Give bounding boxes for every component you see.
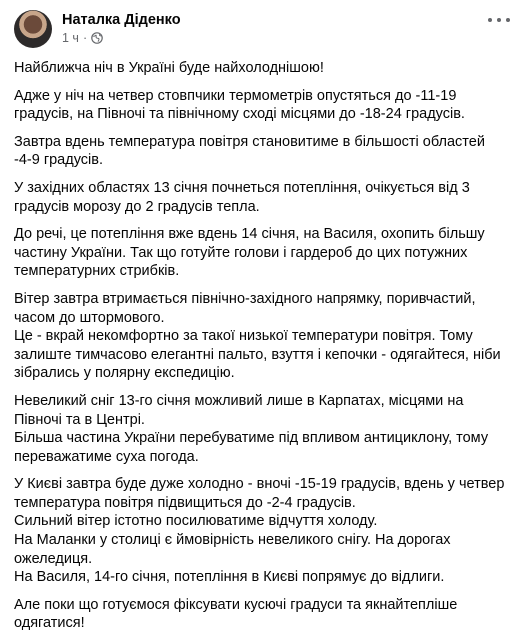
post-subline [62, 30, 181, 46]
post-text-line: Сильний вітер істотно посилюватиме відчуття холоду. [14, 513, 378, 530]
separator-dot: · [82, 31, 88, 45]
post-text-line: У Києві завтра буде дуже холодно - вночі -15-19 градусів, вдень у четвер температура повітря підвищиться до -2-4 градусів. [14, 476, 505, 511]
more-options-icon[interactable] [488, 12, 510, 28]
post-text-line: Найближча ніч в Україні буде найхолоднішою! [14, 60, 324, 76]
post-text-line: Але поки що готуємося фіксувати кусючі градуси та якнайтепліше одягатися! [14, 596, 458, 632]
post-timestamp[interactable]: 1 ч [62, 31, 79, 45]
more-dot [506, 18, 510, 22]
post-text-line: На Маланки у столиці є ймовірність невеликого снігу. На дорогах ожеледиця. [14, 532, 451, 567]
post-text-line: До речі, це потепління вже вдень 14 січня, на Василя, охопить більшу частину України. Так що готуйте голови і гардероб до цих потужних температурних стрибків. [14, 226, 485, 280]
post-paragraph [14, 475, 506, 587]
post-paragraph [14, 87, 506, 124]
post-text-line: На Василя, 14-го січня, потепління в Києві попрямує до відлиги. [14, 569, 445, 586]
post-text-line: Вітер завтра втримається північно-західного напрямку, поривчастий, часом до штормового. [14, 290, 476, 326]
post-text-line: Це - вкрай некомфортно за такої низької температури повітря. Тому залиште тимчасово елегантні пальто, взуття і кепочки - одягайтеся, ніби зібрались у полярну експедицію. [14, 328, 501, 382]
post-body [14, 59, 512, 633]
post-paragraph [14, 59, 506, 78]
post-paragraph [14, 596, 506, 633]
post-paragraph [14, 225, 506, 281]
post-text-line: Адже у ніч на четвер стовпчики термометрів опустяться до -11-19 градусів, на Півночі та північному сході місцями до -18-24 градусів. [14, 87, 465, 123]
post-header [14, 10, 512, 50]
post-paragraph [14, 133, 506, 170]
avatar[interactable] [14, 10, 52, 48]
post-meta [62, 11, 181, 46]
post-paragraph [14, 179, 506, 216]
globe-icon[interactable] [91, 32, 103, 44]
post-text-line: У західних областях 13 січня почнеться потепління, очікується від 3 градусів морозу до 2 градусів тепла. [14, 179, 470, 215]
post-paragraph [14, 392, 506, 466]
post-paragraph [14, 290, 506, 383]
post-text-line: Невеликий сніг 13-го січня можливий лише в Карпатах, місцями на Півночі та в Центрі. [14, 392, 464, 428]
author-name[interactable]: Наталка Діденко [62, 12, 181, 28]
post-text-line: Більша частина України перебуватиме під впливом антициклону, тому переважатиме суха погода. [14, 430, 489, 465]
more-dot [497, 18, 501, 22]
post-text-line: Завтра вдень температура повітря становитиме в більшості областей -4-9 градусів. [14, 133, 485, 169]
more-dot [488, 18, 492, 22]
